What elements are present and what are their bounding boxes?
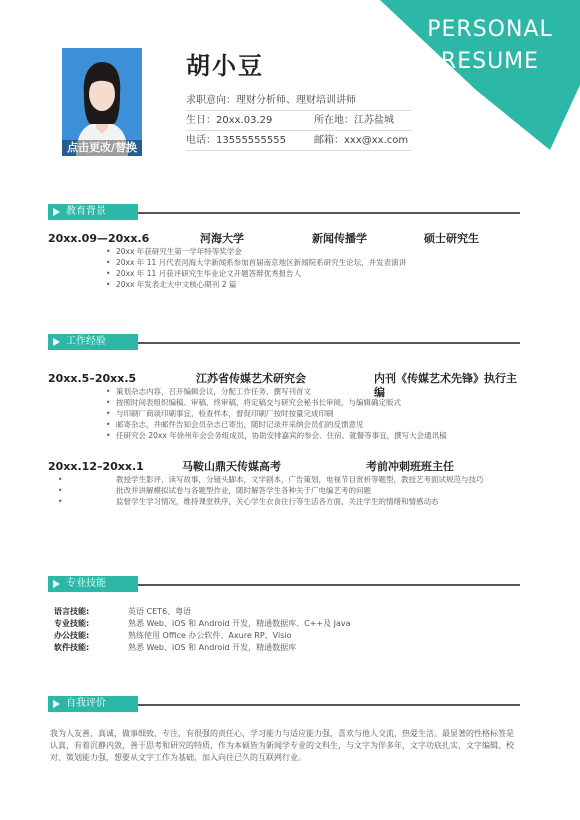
education-major: 新闻传播学 [312,232,367,245]
list-item: • 邮寄杂志，并邮件告知会员杂志已寄出，随时记录并采纳会员们的反馈意见 [106,419,516,430]
list-item: • 策划杂志内容，召开编辑会议，分配工作任务，撰写刊首文 [106,386,516,397]
section-experience [48,334,520,350]
contact-row [186,132,412,151]
email-text: 邮箱：xxx@xx.com [314,135,409,146]
section-divider [138,342,520,344]
skill-value: 熟练使用 Office 办公软件、Axure RP、Visio [128,631,292,640]
job-period: 20xx.12–20xx.1 [48,460,144,473]
list-item: • 与印刷厂商谈印刷事宜，检查样本，督促印刷厂按时按量完成印刷 [106,408,516,419]
skill-row [54,630,514,641]
skill-value: 英语 CET6、粤语 [128,607,192,616]
list-item: • 20xx 年 11 月获评研究生毕业论文开题答辩优秀报告人 [106,268,516,279]
job-role: 考前冲刺班班主任 [366,460,454,473]
list-item: • 教授学生影评、读写故事，分镜头脚本，文学剧本，广告策划，电视节目赏析等题型，教授艺考面试规范与技巧 [58,474,516,485]
self-eval-title: 自我评价 [48,696,138,712]
birth-location-row [186,112,412,131]
objective-text: 求职意向：理财分析师、理财培训讲师 [186,95,356,106]
section-divider [138,704,520,706]
change-photo-caption[interactable]: 点击更改/替换 [62,140,142,156]
job-period: 20xx.5–20xx.5 [48,372,137,385]
job-bullets [58,474,516,507]
education-bullets [106,246,516,290]
list-item: • 批改并讲解模拟试卷与各题型作业，随时解答学生各种关于广电编艺考的问题 [58,485,516,496]
experience-title: 工作经验 [48,334,138,350]
profile-photo[interactable] [62,48,142,156]
location-text: 所在地：江苏盐城 [314,115,394,126]
education-title: 教育背景 [48,204,138,220]
job-org: 马鞍山鼎天传媒高考 [182,460,281,473]
education-degree: 硕士研究生 [424,232,479,245]
section-skills [48,576,520,592]
birth-text: 生日：20xx.03.29 [186,115,273,126]
education-school: 河海大学 [200,232,244,245]
list-item: • 20xx 年发表北大中文核心期刊 2 篇 [106,279,516,290]
list-item: • 20xx 年 11 月代表河海大学新闻系参加首届南京地区新闻院系研究生论坛，并发表演讲 [106,257,516,268]
list-item: • 按照时间表组织编稿、审稿、终审稿，将定稿交与研究会秘书长审阅，与编辑确定版式 [106,397,516,408]
job-bullets [106,386,516,441]
skill-row [54,642,514,653]
skill-row [54,618,514,629]
skill-key: 办公技能: [54,631,90,640]
list-item: • 20xx 年获研究生第一学年特等奖学金 [106,246,516,257]
skill-row [54,606,514,617]
education-entry-head [48,232,520,246]
candidate-name: 胡小豆 [186,52,264,80]
skills-title: 专业技能 [48,576,138,592]
job-org: 江苏省传媒艺术研究会 [196,372,306,385]
skill-value: 熟悉 Web、iOS 和 Android 开发，精通数据库、C++及 Java [128,619,351,628]
skill-key: 专业技能: [54,619,90,628]
section-divider [138,584,520,586]
section-divider [138,212,520,214]
education-period: 20xx.09—20xx.6 [48,232,150,245]
job-role: 内刊《传媒艺术先锋》执行主编 [374,372,517,399]
banner-title [400,14,580,78]
list-item: • 监督学生学习情况，维持课堂秩序，关心学生衣食住行等生活各方面，关注学生的情绪和情感动态 [58,496,516,507]
section-self-eval [48,696,520,712]
list-item: • 任研究会 20xx 年徐州年会会务组成员，协助安排嘉宾的参会、住宿、就餐等事宜，撰写大会通讯稿 [106,430,516,441]
banner-line-personal: PERSONAL [427,17,553,42]
section-education [48,204,520,220]
skill-key: 语言技能: [54,607,90,616]
self-eval-text: 我为人友善，真诚，做事细致、专注，有很强的责任心，学习能力与适应能力强，喜欢与他人交流，热爱生活。最显著的性格标签是认真，有着沉静内敛，善于思考和研究的特质，作为本硕皆为新闻学专业的文科生，与文字为伴多年，文字功底扎实，文字编辑、校对、策划能力强，想要从文字工作为基础，加入向往已久的互联网行业。 [50,729,514,762]
skill-key: 软件技能: [54,643,90,652]
objective-row [186,92,412,111]
skill-value: 熟悉 Web、iOS 和 Android 开发，精通数据库 [128,643,297,652]
phone-text: 电话：13555555555 [186,135,286,146]
banner-line-resume: RESUME [440,49,540,74]
job-entry-head [48,460,520,474]
